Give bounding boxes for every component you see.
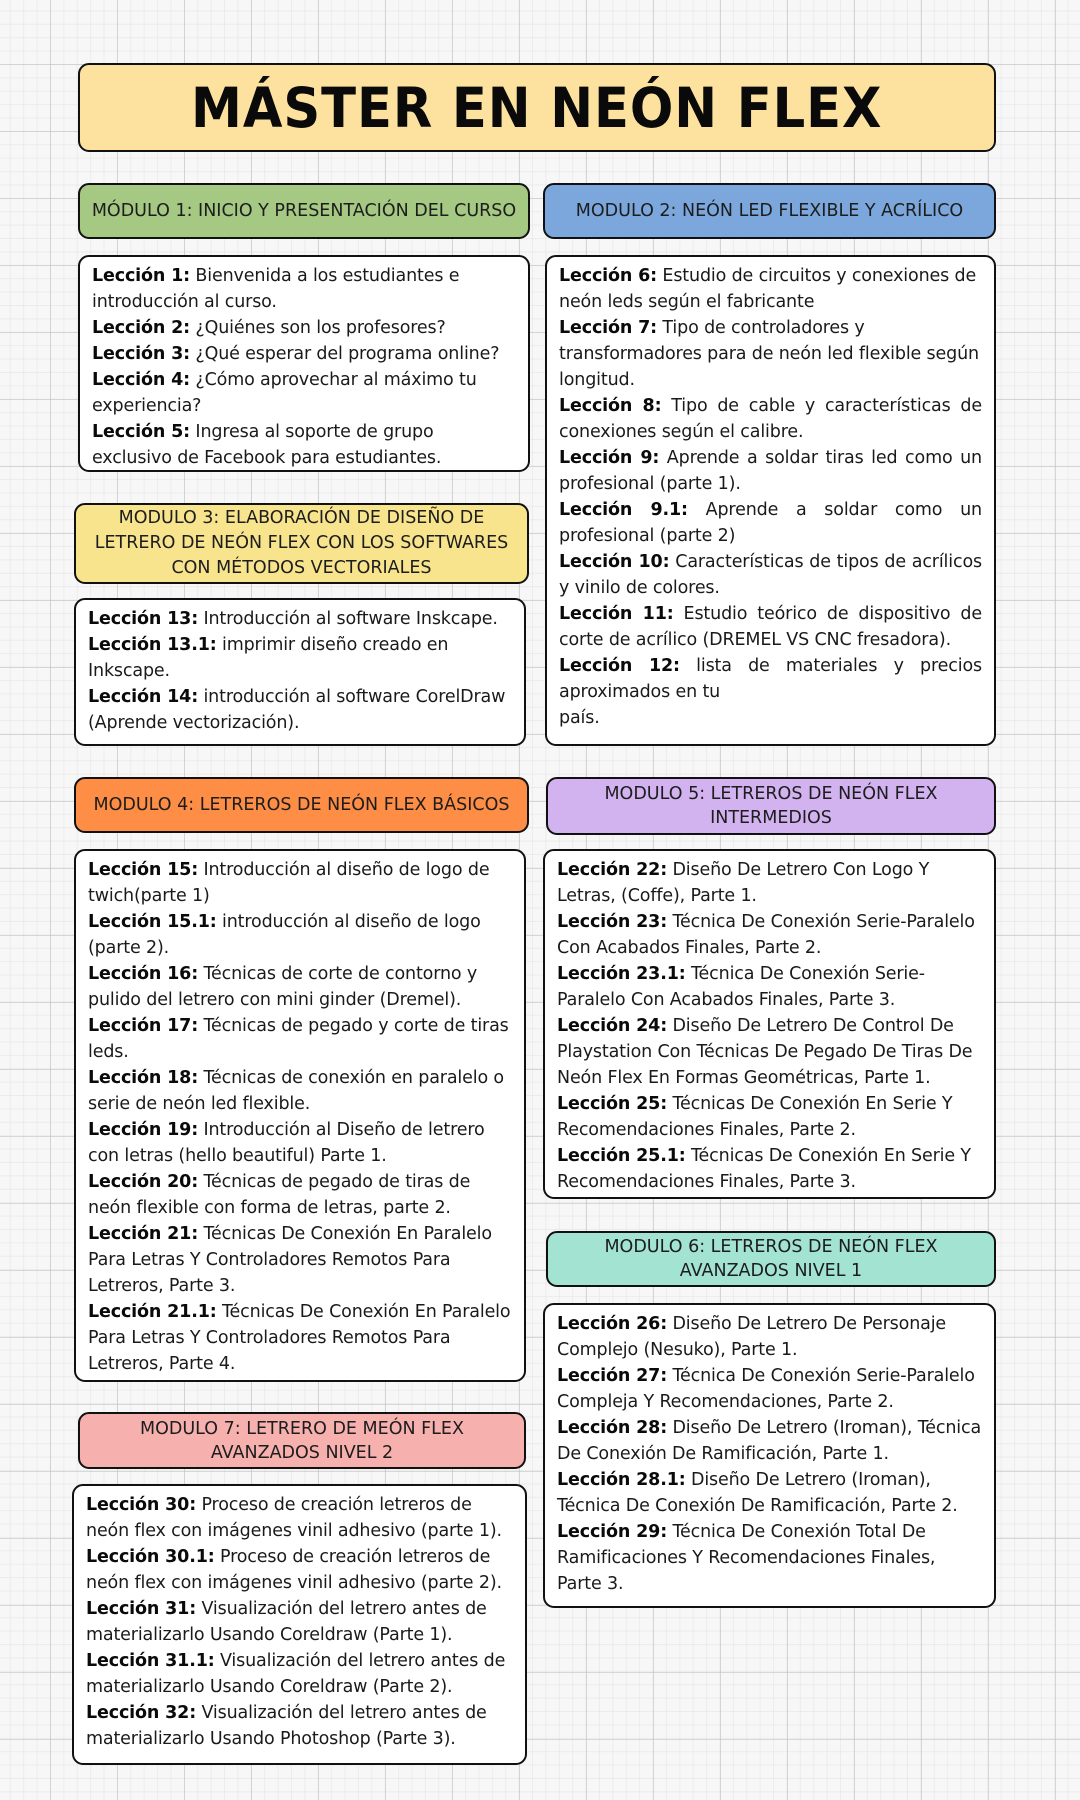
lesson-item [557, 909, 982, 961]
lesson-label: Lección 13: [88, 609, 199, 629]
lesson-item [557, 1467, 982, 1519]
lesson-item [557, 1311, 982, 1363]
module-1-title: MÓDULO 1: INICIO Y PRESENTACIÓN DEL CURSO [91, 201, 517, 221]
lesson-text: Estudio teórico de dispositivo de corte de acrílico (DREMEL VS CNC fresadora). [559, 604, 982, 650]
lesson-text: Diseño De Letrero Con Logo Y Letras, (Coffe), Parte 1. [557, 860, 930, 906]
lesson-label: Lección 2: [92, 318, 191, 338]
lesson-label: Lección 13.1: [88, 635, 217, 655]
lesson-item [559, 497, 982, 549]
lesson-item [557, 1091, 982, 1143]
module-3-title-line-2: LETRERO DE NEÓN FLEX CON LOS SOFTWARES [94, 533, 509, 553]
lesson-text: introducción al software CorelDraw (Aprende vectorización). [88, 687, 506, 733]
lesson-text: Diseño De Letrero De Control De Playstation Con Técnicas De Pegado De Tiras De Neón Flex En Formas Geométricas, Parte 1. [557, 1016, 973, 1088]
lesson-item [92, 419, 516, 471]
lesson-text: Técnicas De Conexión En Paralelo Para Letras Y Controladores Remotos Para Letreros, Parte 4. [88, 1302, 511, 1374]
lesson-label: Lección 9.1: [559, 500, 688, 520]
module-1-header [78, 183, 530, 239]
lesson-text: Técnica De Conexión Serie-Paralelo Con Acabados Finales, Parte 2. [557, 912, 975, 958]
module-4-title: MODULO 4: LETREROS DE NEÓN FLEX BÁSICOS [93, 795, 510, 815]
lesson-item [92, 341, 516, 367]
module-5-title-line-1: MODULO 5: LETREROS DE NEÓN FLEX [604, 784, 938, 804]
lesson-item [88, 909, 512, 961]
lesson-text: Proceso de creación letreros de neón flex con imágenes vinil adhesivo (parte 1). [86, 1495, 502, 1541]
module-5-header [546, 777, 996, 835]
lesson-label: Lección 17: [88, 1016, 199, 1036]
lesson-label: Lección 19: [88, 1120, 199, 1140]
lesson-text-continued: país. [559, 708, 600, 728]
lesson-label: Lección 31.1: [86, 1651, 215, 1671]
lesson-item [88, 606, 512, 632]
lesson-item [86, 1544, 513, 1596]
lesson-item [559, 549, 982, 601]
lesson-text: ¿Cómo aprovechar al máximo tu experiencia? [92, 370, 477, 416]
module-7-title-line-1: MODULO 7: LETRERO DE MEÓN FLEX [140, 1418, 464, 1439]
module-7-header [78, 1412, 526, 1469]
lesson-label: Lección 16: [88, 964, 199, 984]
module-2-title: MODULO 2: NEÓN LED FLEXIBLE Y ACRÍLICO [575, 201, 964, 221]
module-7-title-line-2: AVANZADOS NIVEL 2 [210, 1442, 394, 1463]
module-2-lessons [545, 255, 996, 746]
lesson-label: Lección 32: [86, 1703, 197, 1723]
lesson-item [557, 1363, 982, 1415]
lesson-text: Técnica De Conexión Total De Ramificaciones Y Recomendaciones Finales, Parte 3. [557, 1522, 936, 1594]
lesson-text: Técnicas de corte de contorno y pulido del letrero con mini ginder (Dremel). [88, 964, 478, 1010]
lesson-text: lista de materiales y precios aproximados en tu [559, 656, 982, 702]
lesson-item [88, 1117, 512, 1169]
lesson-item [88, 1013, 512, 1065]
lesson-item [88, 857, 512, 909]
lesson-text: Ingresa al soporte de grupo exclusivo de Facebook para estudiantes. [92, 422, 442, 468]
module-6-title-line-2: AVANZADOS NIVEL 1 [679, 1261, 863, 1281]
module-3-title-line-3: CON MÉTODOS VECTORIALES [171, 558, 432, 578]
lesson-text: Diseño De Letrero (Iroman), Técnica De Conexión De Ramificación, Parte 2. [557, 1470, 958, 1516]
lesson-text: Técnicas de pegado de tiras de neón flexible con forma de letras, parte 2. [88, 1172, 471, 1218]
lesson-label: Lección 12: [559, 656, 680, 676]
lesson-item [559, 315, 982, 393]
lesson-item [559, 601, 982, 653]
module-6-header [546, 1231, 996, 1287]
lesson-text: Técnicas de pegado y corte de tiras leds. [88, 1016, 509, 1062]
lesson-label: Lección 11: [559, 604, 674, 624]
lesson-label: Lección 3: [92, 344, 191, 364]
lesson-label: Lección 21.1: [88, 1302, 217, 1322]
lesson-item [557, 1013, 982, 1091]
lesson-label: Lección 10: [559, 552, 670, 572]
lesson-text: Visualización del letrero antes de materializarlo Usando Coreldraw (Parte 2). [86, 1651, 506, 1697]
lesson-text: Bienvenida a los estudiantes e introducción al curso. [92, 266, 460, 312]
module-3-lessons [74, 598, 526, 746]
lesson-label: Lección 6: [559, 266, 658, 286]
lesson-item [557, 857, 982, 909]
lesson-item [88, 684, 512, 736]
lesson-text: imprimir diseño creado en Inkscape. [88, 635, 449, 681]
lesson-item [559, 653, 982, 731]
lesson-text: Aprende a soldar tiras led como un profesional (parte 1). [559, 448, 982, 494]
lesson-label: Lección 8: [559, 396, 662, 416]
lesson-label: Lección 25.1: [557, 1146, 686, 1166]
lesson-label: Lección 28.1: [557, 1470, 686, 1490]
lesson-item [88, 1299, 512, 1377]
lesson-label: Lección 1: [92, 266, 191, 286]
lesson-text: Técnica De Conexión Serie-Paralelo Compleja Y Recomendaciones, Parte 2. [557, 1366, 975, 1412]
lesson-text: Técnicas De Conexión En Paralelo Para Letras Y Controladores Remotos Para Letreros, Parte 3. [88, 1224, 492, 1296]
lesson-item [557, 961, 982, 1013]
lesson-item [86, 1700, 513, 1752]
lesson-label: Lección 23.1: [557, 964, 686, 984]
lesson-label: Lección 23: [557, 912, 668, 932]
lesson-item [88, 961, 512, 1013]
lesson-label: Lección 15: [88, 860, 199, 880]
lesson-label: Lección 15.1: [88, 912, 217, 932]
module-2-header [543, 183, 996, 239]
lesson-text: Proceso de creación letreros de neón flex con imágenes vinil adhesivo (parte 2). [86, 1547, 502, 1593]
module-7-lessons [72, 1484, 527, 1765]
lesson-item [88, 1169, 512, 1221]
lesson-text: Diseño De Letrero De Personaje Complejo (Nesuko), Parte 1. [557, 1314, 947, 1360]
lesson-text: Técnicas de conexión en paralelo o serie de neón led flexible. [88, 1068, 504, 1114]
lesson-label: Lección 25: [557, 1094, 668, 1114]
lesson-label: Lección 29: [557, 1522, 668, 1542]
lesson-text: Técnicas De Conexión En Serie Y Recomendaciones Finales, Parte 2. [557, 1094, 953, 1140]
lesson-label: Lección 30: [86, 1495, 197, 1515]
lesson-text: Técnica De Conexión Serie-Paralelo Con Acabados Finales, Parte 3. [557, 964, 925, 1010]
lesson-text: Características de tipos de acrílicos y vinilo de colores. [559, 552, 982, 598]
lesson-item [86, 1648, 513, 1700]
lesson-item [88, 1221, 512, 1299]
lesson-item [92, 263, 516, 315]
module-4-header [74, 777, 529, 833]
lesson-text: Introducción al Diseño de letrero con letras (hello beautiful) Parte 1. [88, 1120, 485, 1166]
lesson-text: Tipo de controladores y transformadores para de neón led flexible según longitud. [559, 318, 979, 390]
lesson-item [88, 632, 512, 684]
lesson-item [88, 1065, 512, 1117]
lesson-text: introducción al diseño de logo (parte 2). [88, 912, 481, 958]
lesson-text: Estudio de circuitos y conexiones de neón leds según el fabricante [559, 266, 977, 312]
module-5-title-line-2: INTERMEDIOS [710, 808, 832, 828]
lesson-text: Técnicas De Conexión En Serie Y Recomendaciones Finales, Parte 3. [557, 1146, 971, 1192]
lesson-item [86, 1492, 513, 1544]
lesson-text: Visualización del letrero antes de materializarlo Usando Photoshop (Parte 3). [86, 1703, 487, 1749]
lesson-label: Lección 5: [92, 422, 191, 442]
lesson-text: Introducción al diseño de logo de twich(parte 1) [88, 860, 490, 906]
lesson-text: Visualización del letrero antes de materializarlo Usando Coreldraw (Parte 1). [86, 1599, 487, 1645]
lesson-label: Lección 18: [88, 1068, 199, 1088]
lesson-item [557, 1143, 982, 1195]
title-banner [78, 63, 996, 152]
module-3-title-line-1: MODULO 3: ELABORACIÓN DE DISEÑO DE [118, 508, 485, 528]
lesson-label: Lección 27: [557, 1366, 668, 1386]
lesson-item [557, 1415, 982, 1467]
lesson-item [92, 367, 516, 419]
lesson-item [559, 445, 982, 497]
module-3-header [74, 503, 529, 584]
page-title: MÁSTER EN NEÓN FLEX [191, 75, 883, 140]
lesson-label: Lección 24: [557, 1016, 668, 1036]
lesson-label: Lección 20: [88, 1172, 199, 1192]
lesson-text: ¿Qué esperar del programa online? [190, 344, 500, 364]
lesson-item [559, 393, 982, 445]
module-4-lessons [74, 849, 526, 1382]
lesson-item [559, 263, 982, 315]
lesson-text: Diseño De Letrero (Iroman), Técnica De Conexión De Ramificación, Parte 1. [557, 1418, 982, 1464]
module-1-lessons [78, 255, 530, 472]
lesson-text: ¿Quiénes son los profesores? [190, 318, 446, 338]
lesson-label: Lección 14: [88, 687, 199, 707]
module-6-lessons [543, 1303, 996, 1608]
lesson-text: Introducción al software Inskcape. [198, 609, 498, 629]
module-6-title-line-1: MODULO 6: LETREROS DE NEÓN FLEX [604, 1237, 938, 1257]
lesson-item [557, 1519, 982, 1597]
lesson-label: Lección 9: [559, 448, 660, 468]
lesson-label: Lección 7: [559, 318, 658, 338]
lesson-label: Lección 4: [92, 370, 191, 390]
lesson-label: Lección 28: [557, 1418, 668, 1438]
lesson-label: Lección 21: [88, 1224, 199, 1244]
lesson-text: Tipo de cable y características de conexiones según el calibre. [559, 396, 982, 442]
lesson-item [92, 315, 516, 341]
lesson-label: Lección 31: [86, 1599, 197, 1619]
module-5-lessons [543, 849, 996, 1199]
lesson-label: Lección 26: [557, 1314, 668, 1334]
lesson-label: Lección 30.1: [86, 1547, 215, 1567]
lesson-item [86, 1596, 513, 1648]
lesson-label: Lección 22: [557, 860, 668, 880]
lesson-text: Aprende a soldar como un profesional (parte 2) [559, 500, 982, 546]
